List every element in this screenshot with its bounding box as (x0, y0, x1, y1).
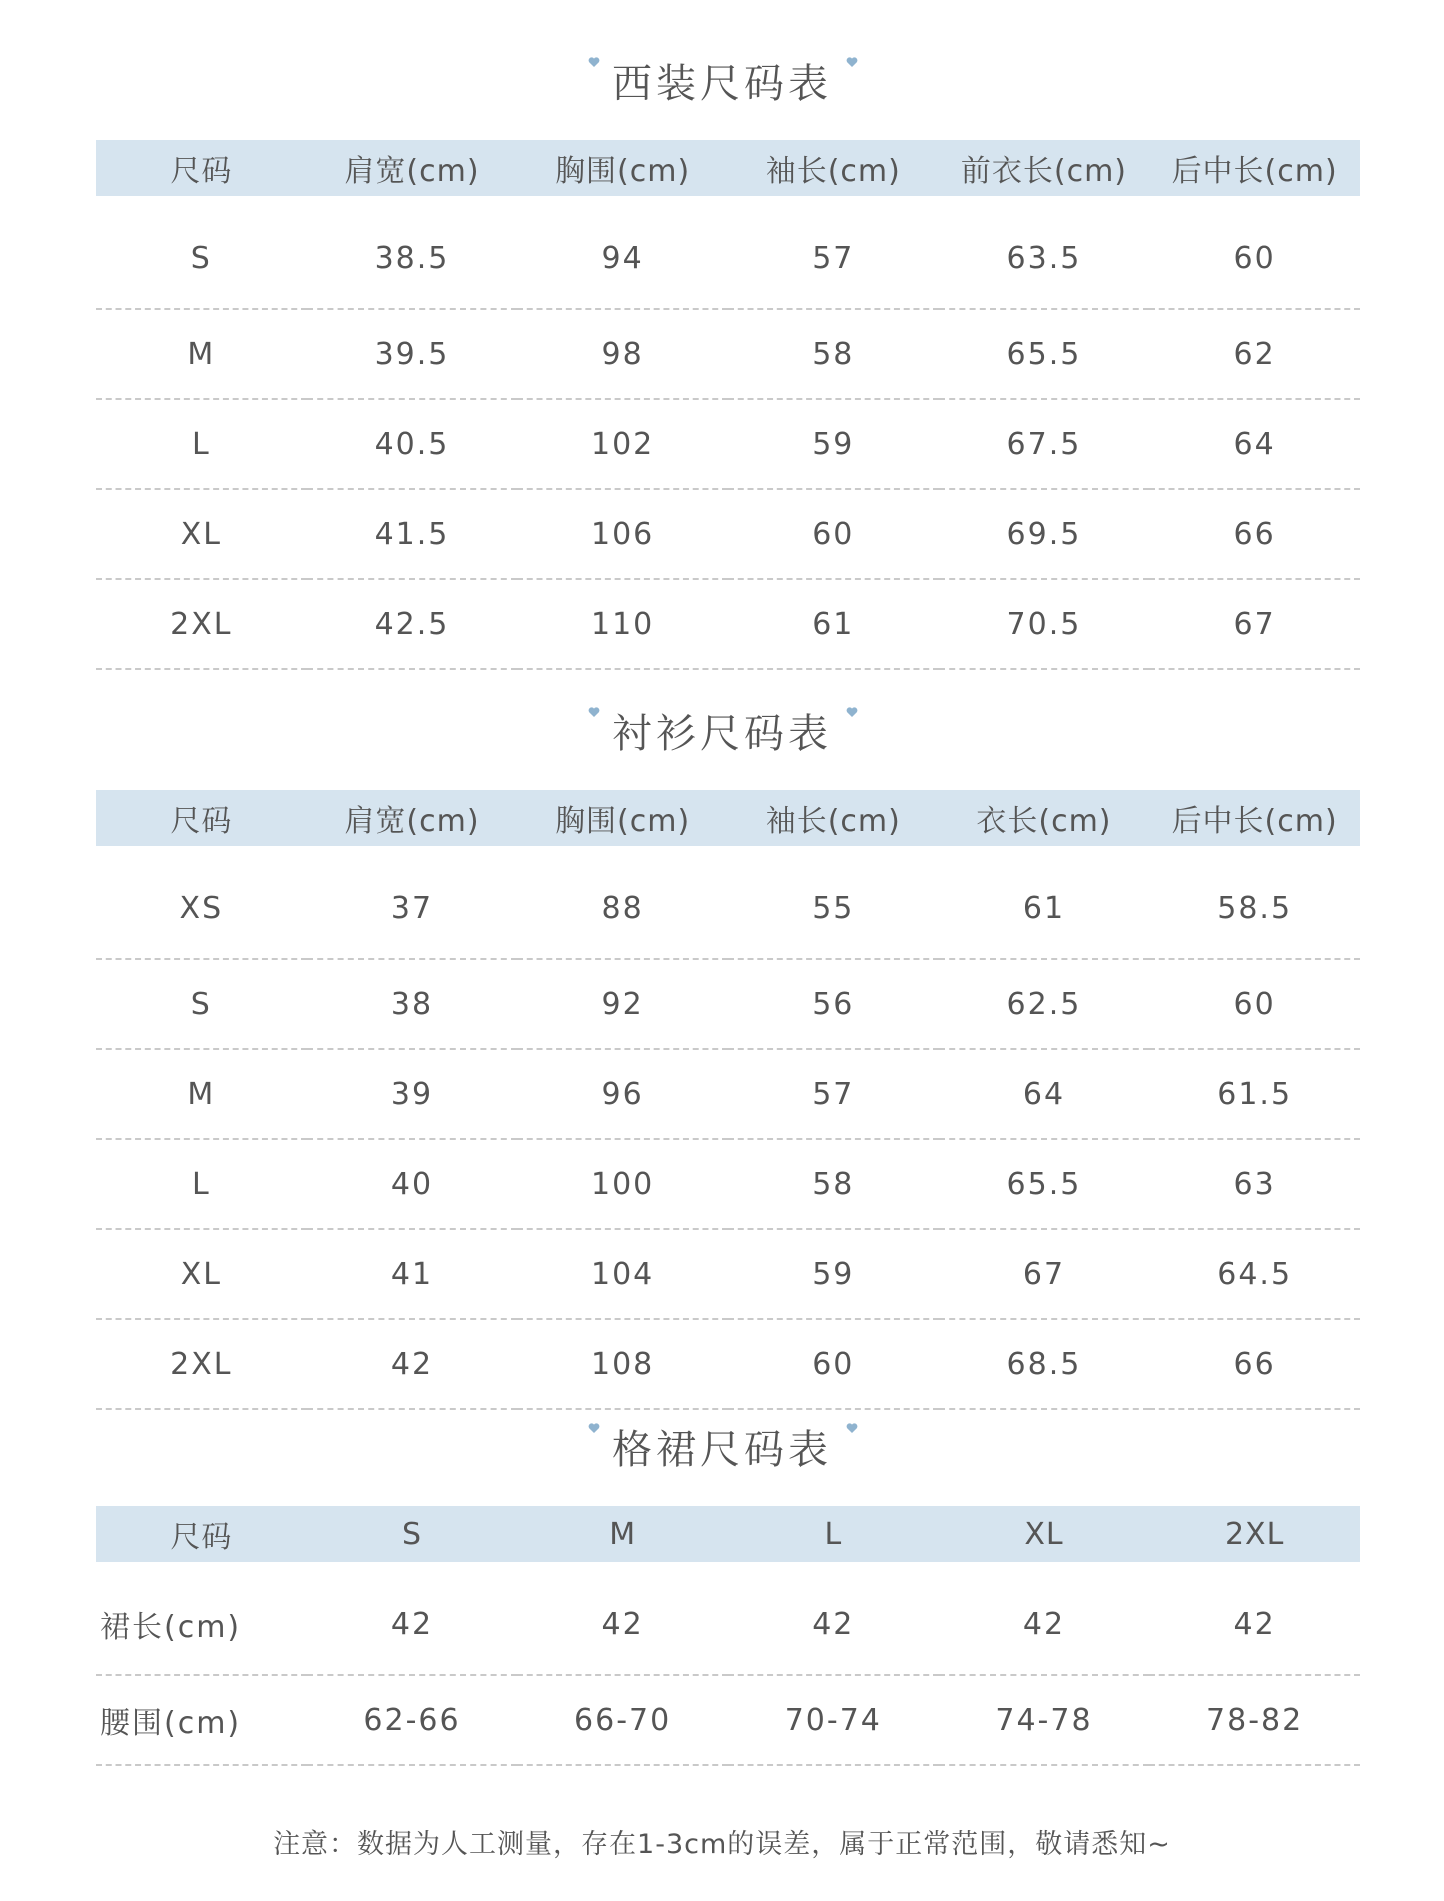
table-row (96, 309, 1360, 399)
table-cell: 94 (517, 196, 728, 309)
suit-section-title (0, 54, 1444, 114)
column-header: 后中长(cm) (1149, 140, 1360, 196)
table-cell: 102 (517, 399, 728, 489)
table-cell: 37 (307, 846, 518, 959)
table-cell: 60 (1149, 959, 1360, 1049)
table-cell: 67 (939, 1229, 1150, 1319)
skirt-size-table (96, 1506, 1360, 1766)
table-cell: 70-74 (728, 1675, 939, 1765)
table-cell: 67 (1149, 579, 1360, 669)
table-cell: 42 (1149, 1562, 1360, 1675)
column-header: 袖长(cm) (728, 790, 939, 846)
suit-title-text: 西装尺码表 (612, 61, 832, 107)
row-label-cell: S (96, 959, 307, 1049)
column-header: S (307, 1506, 518, 1562)
row-label-cell: M (96, 1049, 307, 1139)
table-row (96, 1139, 1360, 1229)
table-cell: 41.5 (307, 489, 518, 579)
table-cell: 61.5 (1149, 1049, 1360, 1139)
table-cell: 40.5 (307, 399, 518, 489)
measurement-note: 注意：数据为人工测量，存在1-3cm的误差，属于正常范围，敬请悉知~ (273, 1829, 1171, 1860)
table-cell: 58 (728, 1139, 939, 1229)
table-cell: 69.5 (939, 489, 1150, 579)
table-row (96, 1049, 1360, 1139)
table-cell: 38 (307, 959, 518, 1049)
table-cell: 59 (728, 399, 939, 489)
table-cell: 63.5 (939, 196, 1150, 309)
column-header: M (517, 1506, 728, 1562)
column-header: 肩宽(cm) (307, 790, 518, 846)
table-cell: 66 (1149, 489, 1360, 579)
table-cell: 88 (517, 846, 728, 959)
heart-icon (846, 1422, 858, 1434)
table-row (96, 399, 1360, 489)
column-header: XL (939, 1506, 1150, 1562)
table-cell: 39.5 (307, 309, 518, 399)
table-cell: 104 (517, 1229, 728, 1319)
shirt-section-title (0, 704, 1444, 764)
table-cell: 70.5 (939, 579, 1150, 669)
table-cell: 62.5 (939, 959, 1150, 1049)
table-cell: 64 (939, 1049, 1150, 1139)
heart-icon (588, 706, 600, 718)
table-cell: 42 (939, 1562, 1150, 1675)
row-label-cell: S (96, 196, 307, 309)
row-label-cell: XL (96, 1229, 307, 1319)
table-cell: 60 (728, 1319, 939, 1409)
row-label-cell: 2XL (96, 1319, 307, 1409)
table-cell: 42 (517, 1562, 728, 1675)
table-cell: 108 (517, 1319, 728, 1409)
table-cell: 66 (1149, 1319, 1360, 1409)
table-row (96, 1229, 1360, 1319)
table-header-row (96, 140, 1360, 196)
table-row (96, 1319, 1360, 1409)
table-row (96, 846, 1360, 959)
row-label-cell: 腰围(cm) (96, 1675, 307, 1765)
table-cell: 62 (1149, 309, 1360, 399)
table-row (96, 1675, 1360, 1765)
row-label-cell: 裙长(cm) (96, 1562, 307, 1675)
skirt-title-text: 格裙尺码表 (612, 1427, 832, 1473)
table-cell: 58.5 (1149, 846, 1360, 959)
table-cell: 64 (1149, 399, 1360, 489)
suit-size-table (96, 140, 1360, 670)
table-cell: 63 (1149, 1139, 1360, 1229)
table-cell: 110 (517, 579, 728, 669)
table-cell: 96 (517, 1049, 728, 1139)
table-cell: 68.5 (939, 1319, 1150, 1409)
table-cell: 61 (728, 579, 939, 669)
column-header: 袖长(cm) (728, 140, 939, 196)
skirt-section-title (0, 1420, 1444, 1480)
column-header: 衣长(cm) (939, 790, 1150, 846)
table-cell: 100 (517, 1139, 728, 1229)
row-label-cell: L (96, 399, 307, 489)
table-cell: 65.5 (939, 1139, 1150, 1229)
table-cell: 74-78 (939, 1675, 1150, 1765)
heart-icon (846, 706, 858, 718)
table-row (96, 959, 1360, 1049)
row-label-cell: L (96, 1139, 307, 1229)
table-cell: 57 (728, 1049, 939, 1139)
table-row (96, 1562, 1360, 1675)
table-row (96, 579, 1360, 669)
table-cell: 42 (307, 1319, 518, 1409)
table-cell: 60 (728, 489, 939, 579)
table-cell: 60 (1149, 196, 1360, 309)
column-header: 后中长(cm) (1149, 790, 1360, 846)
row-label-cell: M (96, 309, 307, 399)
table-cell: 92 (517, 959, 728, 1049)
table-cell: 40 (307, 1139, 518, 1229)
column-header: 前衣长(cm) (939, 140, 1150, 196)
table-row (96, 489, 1360, 579)
table-row (96, 196, 1360, 309)
table-cell: 106 (517, 489, 728, 579)
table-header-row (96, 790, 1360, 846)
table-cell: 62-66 (307, 1675, 518, 1765)
table-cell: 38.5 (307, 196, 518, 309)
table-cell: 78-82 (1149, 1675, 1360, 1765)
shirt-size-table (96, 790, 1360, 1410)
column-header: 尺码 (96, 790, 307, 846)
heart-icon (846, 56, 858, 68)
table-cell: 59 (728, 1229, 939, 1319)
row-label-cell: XL (96, 489, 307, 579)
column-header: 胸围(cm) (517, 790, 728, 846)
table-cell: 42.5 (307, 579, 518, 669)
row-label-cell: XS (96, 846, 307, 959)
shirt-title-text: 衬衫尺码表 (612, 711, 832, 757)
heart-icon (588, 56, 600, 68)
column-header: 尺码 (96, 1506, 307, 1562)
table-cell: 61 (939, 846, 1150, 959)
table-cell: 42 (307, 1562, 518, 1675)
table-cell: 39 (307, 1049, 518, 1139)
table-cell: 57 (728, 196, 939, 309)
table-cell: 98 (517, 309, 728, 399)
column-header: 尺码 (96, 140, 307, 196)
table-cell: 67.5 (939, 399, 1150, 489)
column-header: 2XL (1149, 1506, 1360, 1562)
column-header: 胸围(cm) (517, 140, 728, 196)
table-cell: 64.5 (1149, 1229, 1360, 1319)
table-cell: 41 (307, 1229, 518, 1319)
column-header: 肩宽(cm) (307, 140, 518, 196)
table-cell: 56 (728, 959, 939, 1049)
column-header: L (728, 1506, 939, 1562)
table-cell: 66-70 (517, 1675, 728, 1765)
table-cell: 65.5 (939, 309, 1150, 399)
table-header-row (96, 1506, 1360, 1562)
table-cell: 55 (728, 846, 939, 959)
row-label-cell: 2XL (96, 579, 307, 669)
heart-icon (588, 1422, 600, 1434)
table-cell: 58 (728, 309, 939, 399)
table-cell: 42 (728, 1562, 939, 1675)
